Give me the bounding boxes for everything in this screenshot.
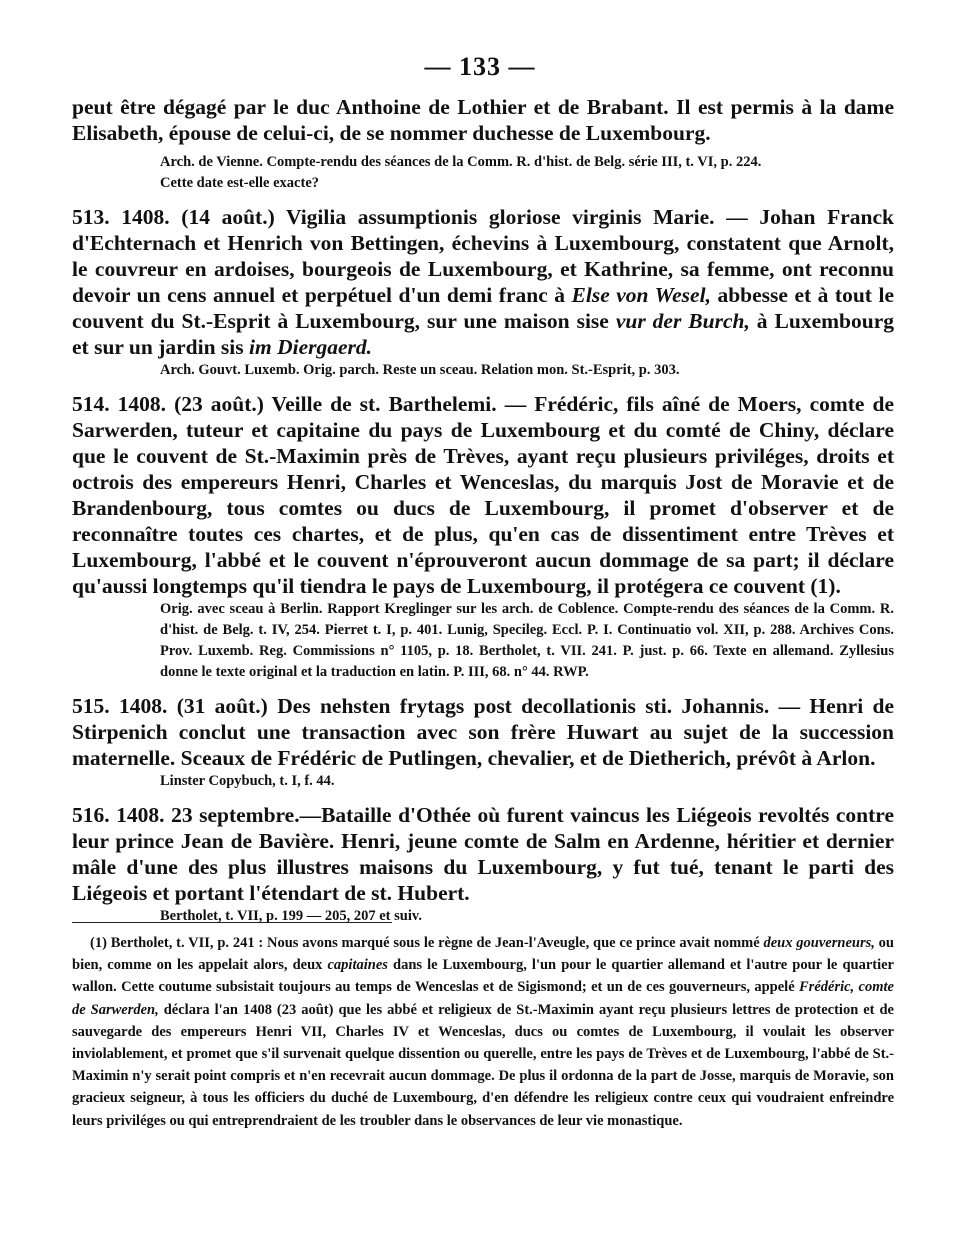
entry-italic-name: Else von Wesel, xyxy=(571,283,711,307)
footnote xyxy=(72,932,894,1132)
entry-body: —Bataille d'Othée où furent vaincus les Liégeois revoltés contre leur prince Jean de Bavière. Henri, jeune comte de Salm en Ardenne, héritier et dernier mâle d'une des plus illustres maisons du Luxembourg, y fut tué, tenant le parti des Liégeois et portant l'étendart de st. Hubert. xyxy=(72,803,894,905)
entry-516 xyxy=(72,802,894,927)
entry-514-source: Orig. avec sceau à Berlin. Rapport Kreglinger sur les arch. de Coblence. Compte-rendu des séances de la Comm. R. d'hist. de Belg. t. IV, 254. Pierret t. I, p. 401. Lunig, Specileg. Eccl. P. I. Continuatio vol. XII, p. 288. Archives Cons. Prov. Luxemb. Reg. Commissions n° 1105, p. 18. Bertholet, t. VII. 241. P. just. p. 66. Texte en allemand. Zyllesius donne le texte original et la traduction en latin. P. III, 68. n° 44. RWP. xyxy=(160,601,894,680)
entry-515-text xyxy=(72,693,894,771)
entry-number: 516. xyxy=(72,803,110,827)
entry-date: (31 août.) xyxy=(176,694,268,718)
entry-body: abbesse et à tout le couvent du St.-Esprit à Luxembourg, sur une maison sise xyxy=(72,283,894,333)
entry-year: 1408. xyxy=(116,803,165,827)
intro-source: Arch. de Vienne. Compte-rendu des séances de la Comm. R. d'hist. de Belg. série III, t. VI, p. 224. xyxy=(160,154,762,170)
footnote-lead: (1) Bertholet, t. VII, p. 241 : Nous avons marqué sous le règne de Jean-l'Aveugle, que ce prince avait nommé xyxy=(90,935,764,951)
entry-body: — Henri de Stirpenich conclut une transaction avec son frère Huwart au sujet de la succession maternelle. Sceaux de Frédéric de Putlingen, chevalier, et de Dietherich, prévôt à Arlon. xyxy=(72,694,895,770)
footnote-italic: capitaines xyxy=(327,957,388,974)
entry-date: 23 septembre. xyxy=(171,803,300,827)
entry-body: — Frédéric, fils aîné de Moers, comte de Sarwerden, tuteur et capitaine du pays de Luxembourg et du comté de Chiny, déclare que le couvent de St.-Maximin près de Trèves, ayant reçu plusieurs priviléges, droits et octrois des empereurs Henri, Charles et Wenceslas, du marquis Jost de Moravie et de Brandenbourg, tous comtes ou ducs de Luxembourg, il promet d'observer et de reconnaître toutes ces chartes, et de plus, qu'en cas de dissentiment entre Trèves et Luxembourg, l'abbé et le couvent n'éprouveront aucun dommage de sa part; il déclare qu'aussi longtemps qu'il tiendra le pays de Luxembourg, il protégera ce couvent (1). xyxy=(72,392,895,598)
entry-date: (23 août.) xyxy=(174,392,264,416)
footnote-italic: deux gouverneurs, xyxy=(763,935,875,951)
entry-title: Veille de st. Barthelemi. xyxy=(271,392,497,416)
entry-body: — Johan Franck d'Echternach et Henrich von Bettingen, échevins à Luxembourg, constatent que Arnolt, le couvreur en ardoises, bourgeois de Luxembourg, et Kathrine, sa femme, ont reconnu devoir un cens annuel et perpétuel d'un demi franc à xyxy=(72,205,895,307)
intro-note: Cette date est-elle exacte? xyxy=(160,175,320,191)
entry-number: 514. xyxy=(72,392,110,416)
page-number: — 133 — xyxy=(424,52,536,81)
entry-date: (14 août.) xyxy=(181,205,275,229)
footnote-body: déclara l'an 1408 (23 août) que les abbé et religieux de St.-Maximin ayant reçu plusieurs lettres de protection et de sauvegarde des empereurs Henri VII, Charles IV et Wenceslas, ducs ou comtes de Luxembourg, il voulait les observer inviolablement, et promet que s'il survenait quelque dissention ou querelle, entre les pays de Trèves et de Luxembourg, l'abbé de St.-Maximin n'y serait point compris et n'en recevrait aucun dommage. De plus il ordonna de la part de Josse, marquis de Moravie, son gracieux seigneur, à tous les officiers du duché de Luxembourg, d'en défendre les religieux contre ceux qui voudraient enfreindre leurs priviléges ou qui entreprendraient de les troubler dans le observances de leur vie monastique. xyxy=(72,1001,894,1129)
page-body xyxy=(72,94,894,927)
entry-513-source: Arch. Gouvt. Luxemb. Orig. parch. Reste un sceau. Relation mon. St.-Esprit, p. 303. xyxy=(160,362,680,378)
entry-title: Des nehsten frytags post decollationis sti. Johannis. xyxy=(277,694,770,718)
footnote-italic: Frédéric, comte de Sarwerden, xyxy=(72,979,894,1018)
footnote-body: ou bien, comme on les appelait alors, deux xyxy=(72,935,894,974)
entry-year: 1408. xyxy=(117,392,167,416)
entry-514 xyxy=(72,391,894,683)
entry-italic-place: vur der Burch, xyxy=(615,309,750,333)
intro-paragraph: peut être dégagé par le duc Anthoine de Lothier et de Brabant. Il est permis à la dame Elisabeth, épouse de celui-ci, de se nommer duchesse de Luxembourg. xyxy=(72,95,894,145)
entry-515 xyxy=(72,693,894,792)
entry-italic-place: im Diergaerd. xyxy=(249,335,373,359)
footnote-rule xyxy=(72,922,392,923)
entry-number: 515. xyxy=(72,694,110,718)
entry-year: 1408. xyxy=(121,205,170,229)
entry-513-text xyxy=(72,204,894,360)
footnote-text xyxy=(72,932,894,1132)
entry-year: 1408. xyxy=(118,694,168,718)
entry-514-text xyxy=(72,391,894,599)
entry-body: à Luxembourg et sur un jardin sis xyxy=(72,309,894,359)
entry-516-text xyxy=(72,802,894,906)
entry-title: Vigilia assumptionis gloriose virginis Marie. xyxy=(285,205,715,229)
entry-516-source: Bertholet, t. VII, p. 199 — 205, 207 et suiv. xyxy=(160,908,422,924)
entry-513 xyxy=(72,204,894,381)
footnote-body: dans le Luxembourg, l'un pour le quartier allemand et l'autre pour le quartier wallon. Cette coutume subsistait toujours au temps de Wenceslas et de Sigismond; et un de ces gouverneurs, appelé xyxy=(72,957,894,996)
entry-number: 513. xyxy=(72,205,110,229)
entry-515-source: Linster Copybuch, t. I, f. 44. xyxy=(160,773,335,789)
